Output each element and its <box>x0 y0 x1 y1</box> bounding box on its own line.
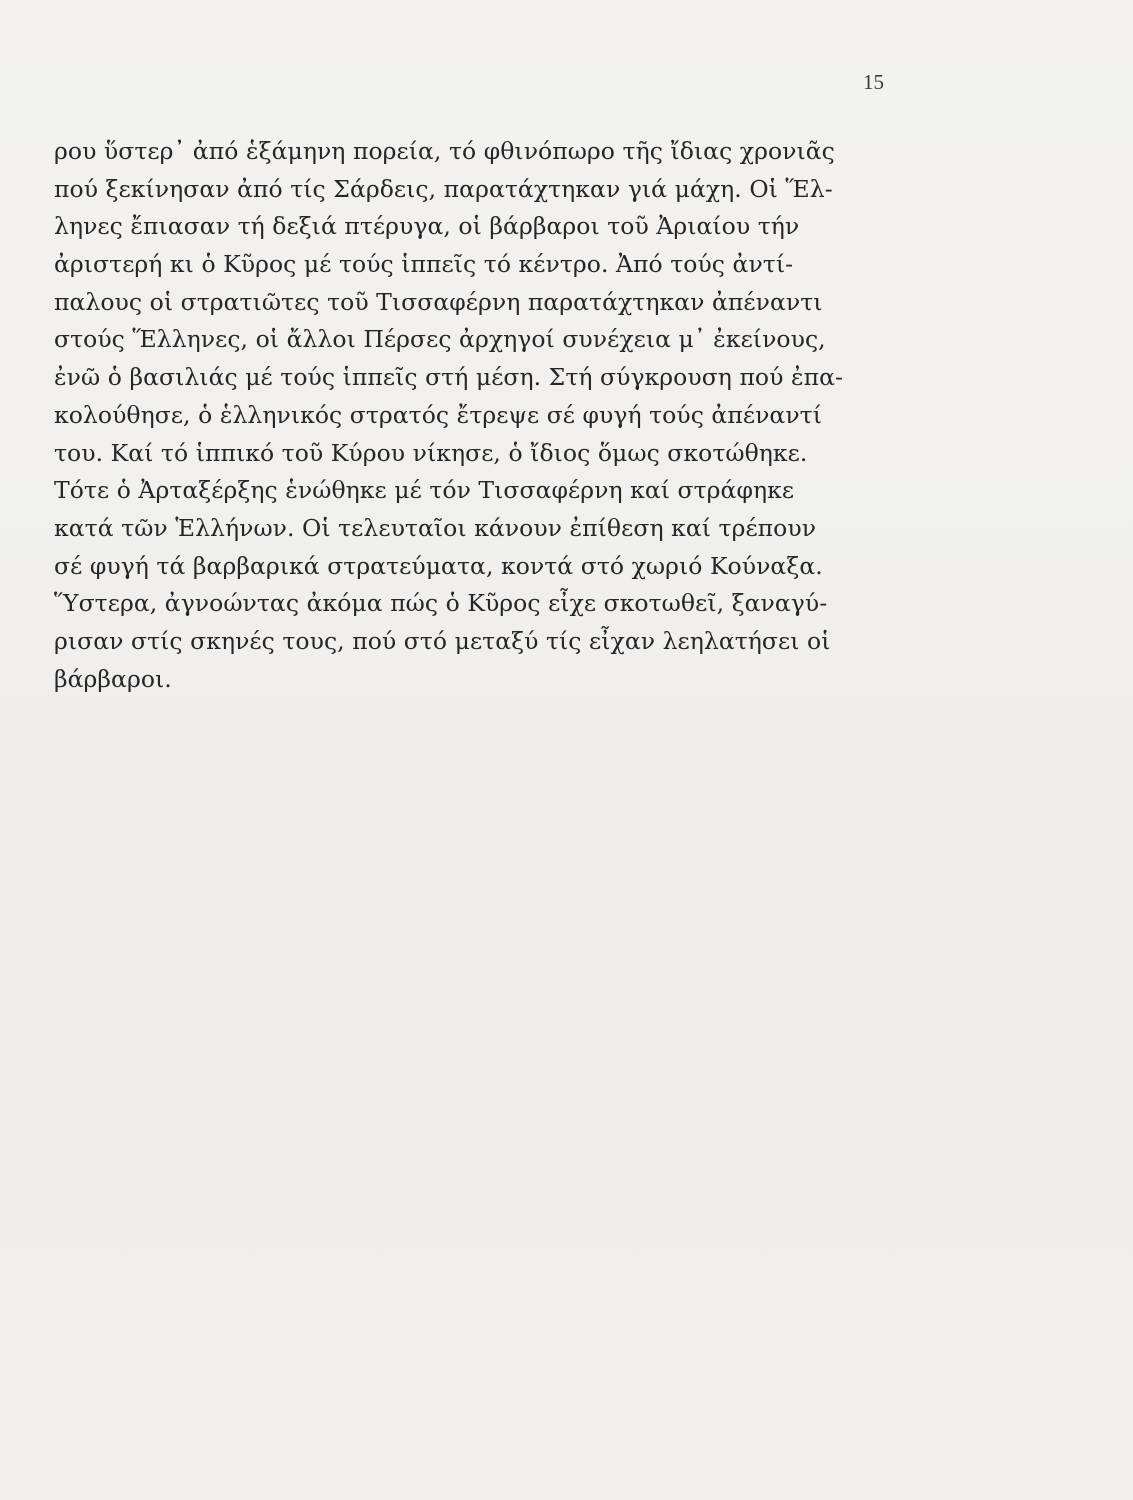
text-line: κολούθησε, ὁ ἑλληνικός στρατός ἔτρεψε σέ φυγή τούς ἀπέναντί <box>54 400 822 429</box>
text-line: ρισαν στίς σκηνές τους, πού στό μεταξύ τίς εἶχαν λεηλατήσει οἱ <box>54 626 831 655</box>
text-line: ληνες ἔπιασαν τή δεξιά πτέρυγα, οἱ βάρβαροι τοῦ Ἀριαίου τήν <box>54 212 800 241</box>
text-line: σέ φυγή τά βαρβαρικά στρατεύματα, κοντά στό χωριό Κούναξα. <box>54 551 823 580</box>
text-line: πού ξεκίνησαν ἀπό τίς Σάρδεις, παρατάχτηκαν γιά μάχη. Οἱ Ἕλ- <box>54 174 833 203</box>
text-line: ἀριστερή κι ὁ Κῦρος μέ τούς ἱππεῖς τό κέντρο. Ἀπό τούς ἀντί- <box>54 250 794 279</box>
text-line: του. Καί τό ἱππικό τοῦ Κύρου νίκησε, ὁ ἴδιος ὅμως σκοτώθηκε. <box>54 438 808 467</box>
text-line: Ὕστερα, ἀγνοώντας ἀκόμα πώς ὁ Κῦρος εἶχε σκοτωθεῖ, ξαναγύ- <box>54 589 828 618</box>
text-line: ἐνῶ ὁ βασιλιάς μέ τούς ἱππεῖς στή μέση. Στή σύγκρουση πού ἐπα- <box>54 363 844 392</box>
text-line: ρου ὕστερ᾿ ἀπό ἑξάμηνη πορεία, τό φθινόπωρο τῆς ἴδιας χρονιᾶς <box>54 137 835 165</box>
text-line: παλους οἱ στρατιῶτες τοῦ Τισσαφέρνη παρατάχτηκαν ἀπέναντι <box>54 287 823 316</box>
page-number: 15 <box>863 70 884 94</box>
text-line: βάρβαροι. <box>54 664 172 693</box>
text-line: κατά τῶν Ἑλλήνων. Οἱ τελευταῖοι κάνουν ἐπίθεση καί τρέπουν <box>54 513 817 542</box>
text-line: Τότε ὁ Ἀρταξέρξης ἑνώθηκε μέ τόν Τισσαφέρνη καί στράφηκε <box>54 476 795 505</box>
body-paragraph <box>54 133 944 698</box>
text-line: στούς Ἕλληνες, οἱ ἄλλοι Πέρσες ἀρχηγοί συνέχεια μ᾿ ἐκείνους, <box>54 325 826 354</box>
